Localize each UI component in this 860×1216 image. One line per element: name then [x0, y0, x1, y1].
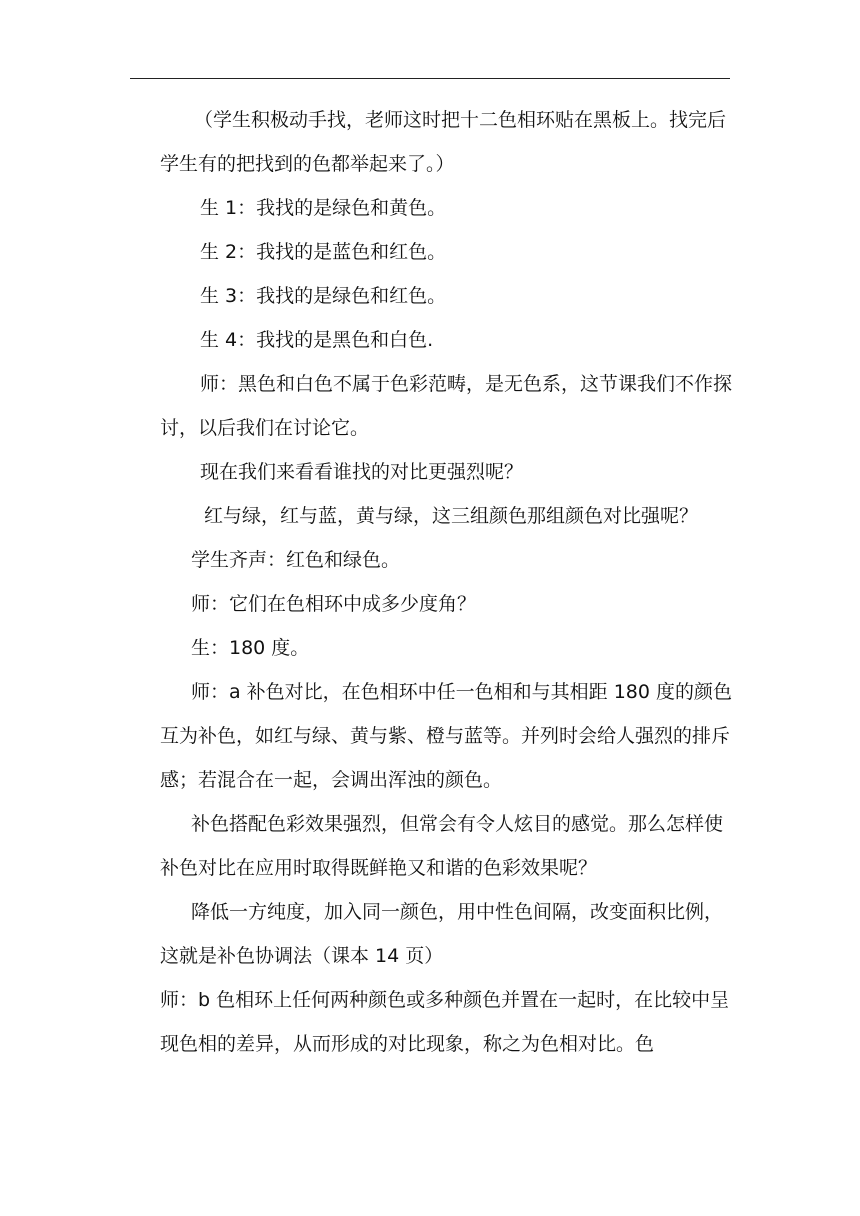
paragraph-three-groups: 红与绿，红与蓝，黄与绿，这三组颜色那组颜色对比强呢？	[204, 505, 699, 527]
paragraph-student-activity: （学生积极动手找，老师这时把十二色相环贴在黑板上。找完后学生有的把找到的色都举起来了。）	[160, 109, 727, 175]
paragraph-complementary-harmony-question: 补色搭配色彩效果强烈，但常会有令人炫目的感觉。那么怎样使补色对比在应用时取得既鲜艳又和谐的色彩效果呢？	[160, 813, 724, 879]
document-body	[160, 98, 735, 1066]
paragraph-angle-question: 师：它们在色相环中成多少度角？	[191, 593, 477, 615]
paragraph-angle-answer: 生：180 度。	[191, 637, 310, 659]
paragraph-student-3: 生 3：我找的是绿色和红色。	[200, 285, 447, 307]
paragraph-hue-contrast: 师：b 色相环上任何两种颜色或多种颜色并置在一起时，在比较中呈现色相的差异，从而形成的对比现象，称之为色相对比。色	[160, 989, 730, 1055]
paragraph-harmony-method: 降低一方纯度，加入同一颜色，用中性色间隔，改变面积比例，这就是补色协调法（课本 14 页）	[160, 901, 724, 967]
header-rule	[130, 78, 730, 79]
paragraph-student-4: 生 4：我找的是黑色和白色.	[200, 329, 434, 351]
paragraph-students-answer: 学生齐声：红色和绿色。	[191, 549, 401, 571]
paragraph-teacher-achromatic: 师：黑色和白色不属于色彩范畴，是无色系，这节课我们不作探讨，以后我们在讨论它。	[160, 373, 733, 439]
paragraph-compare-question: 现在我们来看看谁找的对比更强烈呢？	[200, 461, 524, 483]
paragraph-student-1: 生 1：我找的是绿色和黄色。	[200, 197, 447, 219]
paragraph-complementary-contrast: 师：a 补色对比，在色相环中任一色相和与其相距 180 度的颜色互为补色，如红与绿、黄与紫、橙与蓝等。并列时会给人强烈的排斥感；若混合在一起，会调出浑浊的颜色。	[160, 681, 733, 791]
paragraph-student-2: 生 2：我找的是蓝色和红色。	[200, 241, 447, 263]
